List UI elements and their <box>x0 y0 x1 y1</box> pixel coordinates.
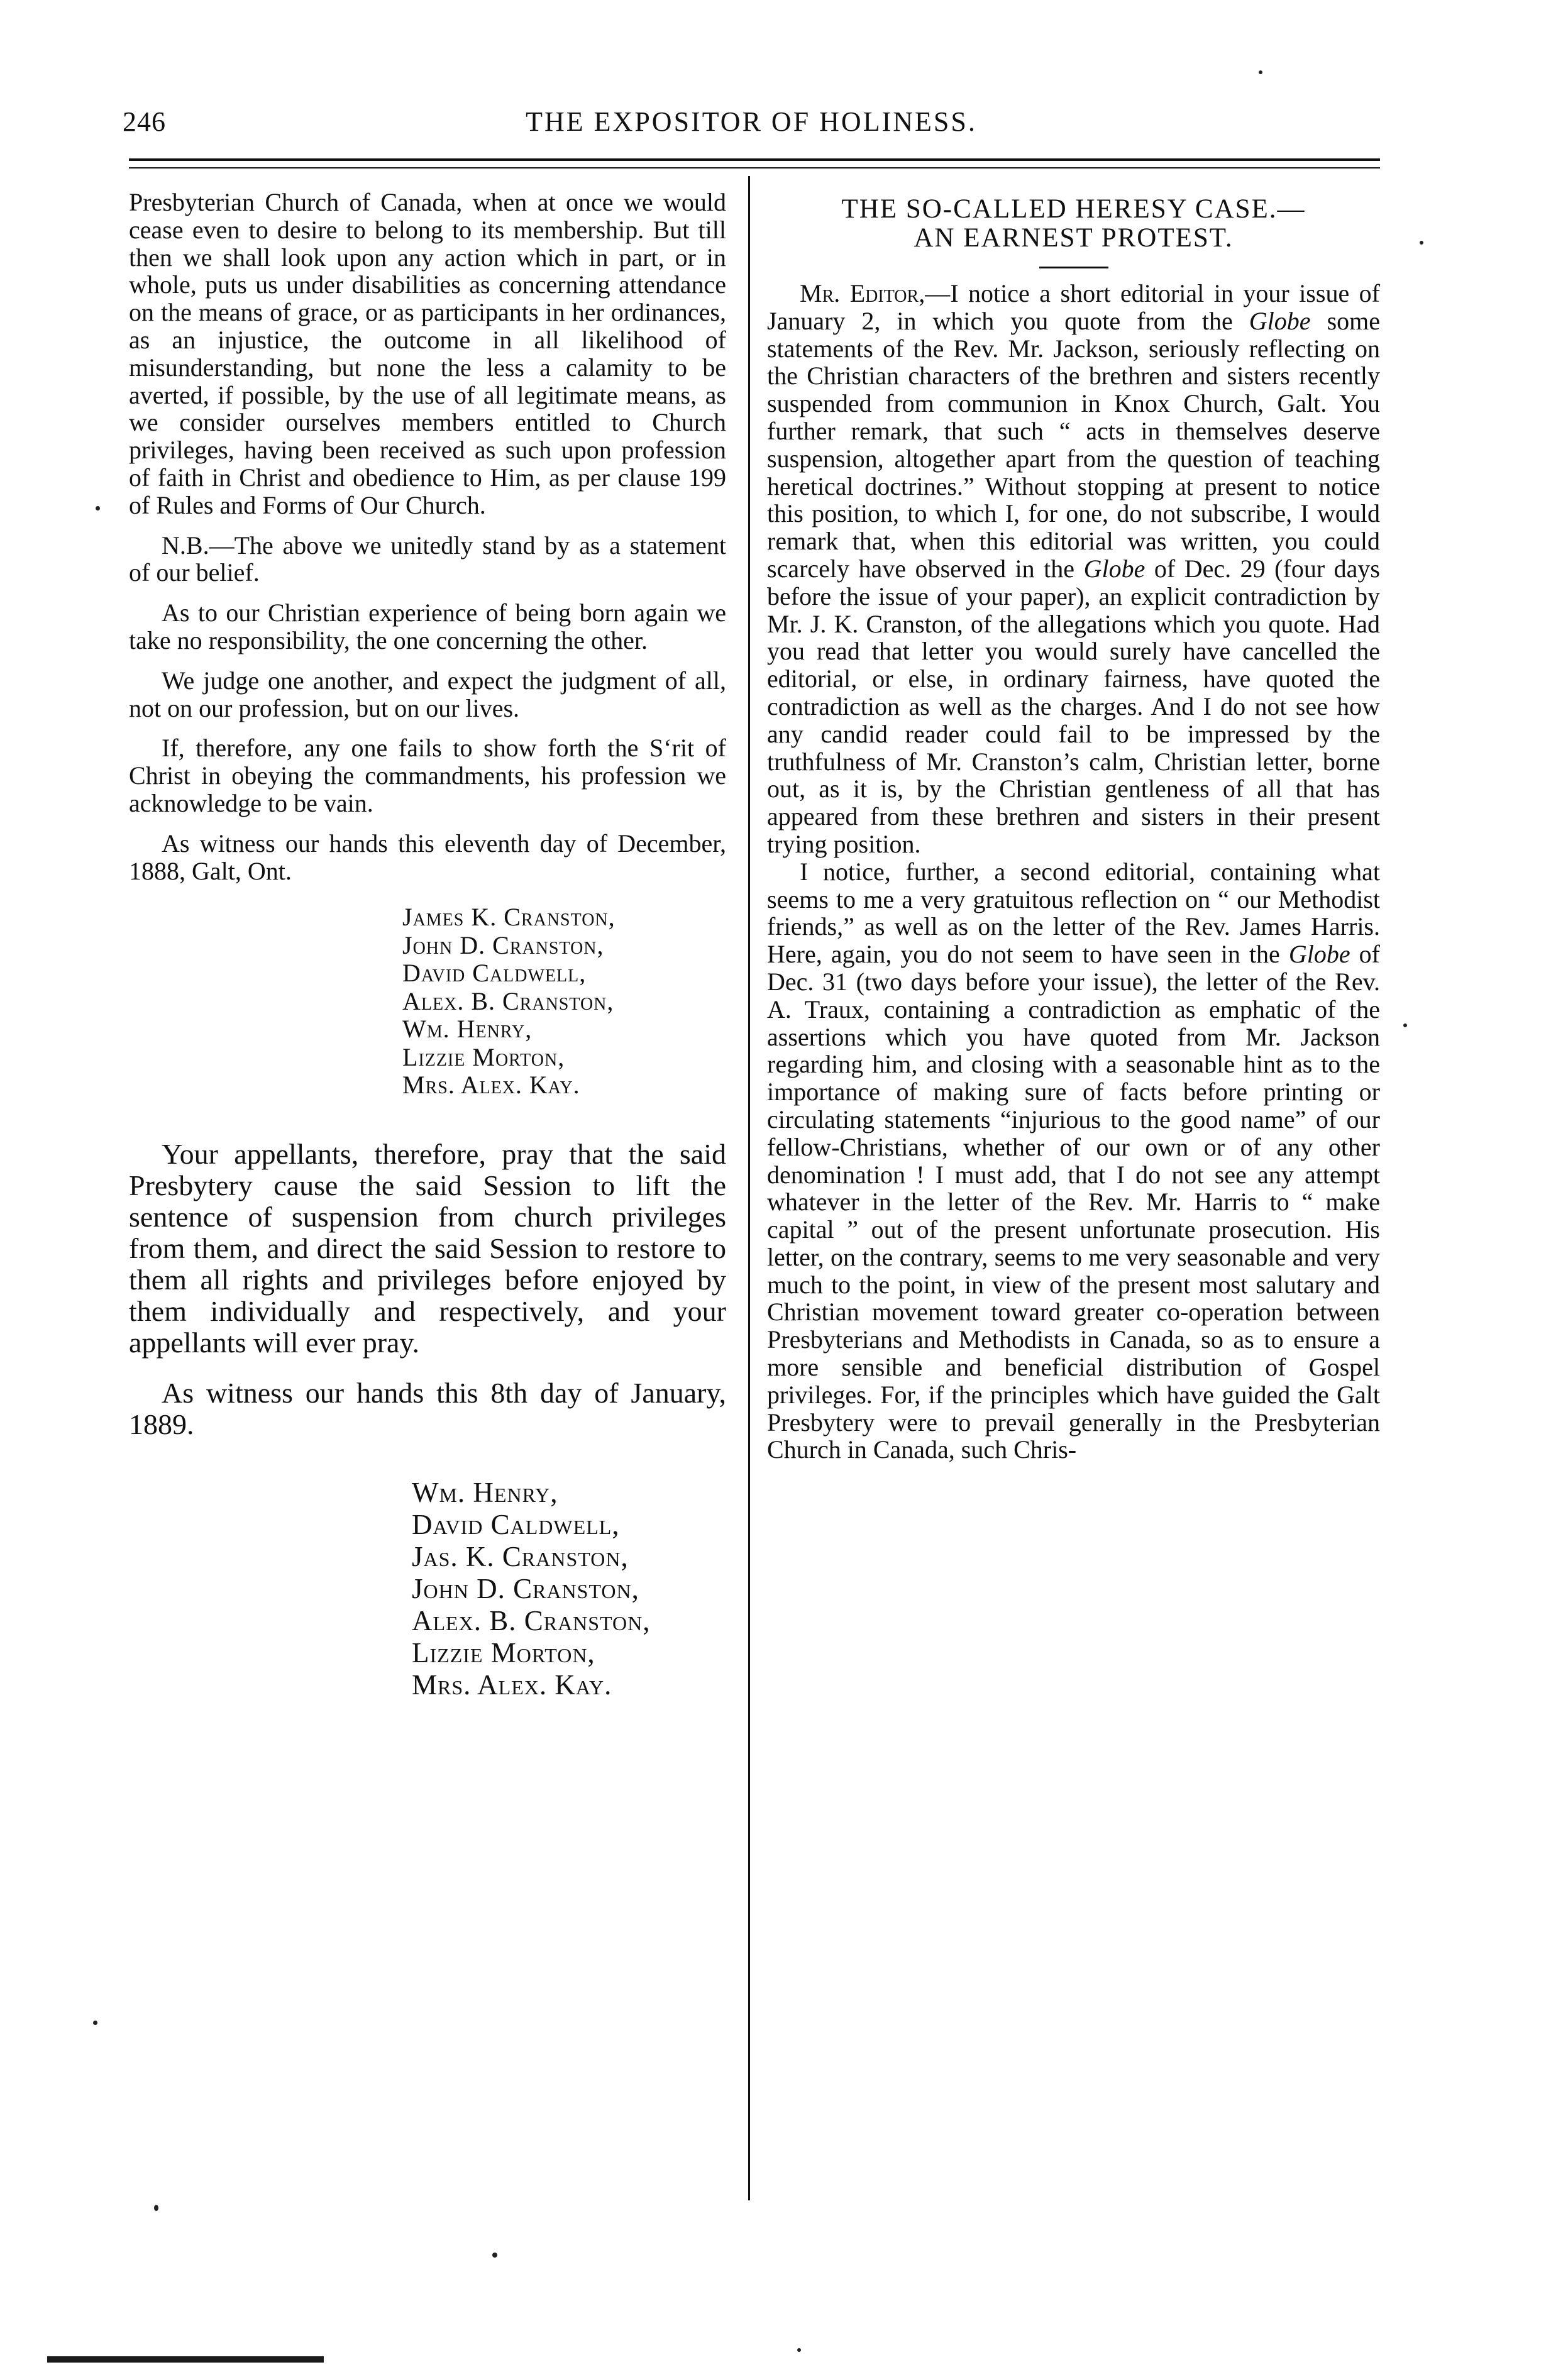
signature-line: James K. Cranston, <box>402 903 616 932</box>
signature-line: Wm. Henry, <box>412 1476 558 1508</box>
paragraph-appellants-pray: Your appellants, therefore, pray that the said Presbytery cause the said Session to lift the sentence of suspension from church privileges from them, and direct the said Session to restore to them all rights and privileges before enjoyed by them individually and respectively, and your appellants will ever pray. <box>129 1137 726 1359</box>
publication-name: Globe <box>1249 306 1311 335</box>
left-column <box>129 189 726 1701</box>
signature-block-first <box>402 903 726 1100</box>
journal-title: THE EXPOSITOR OF HOLINESS. <box>526 106 977 137</box>
paragraph-spirit-of-christ: If, therefore, any one fails to show forth the S‘rit of Christ in obeying the commandments, his profession we acknowledge to be vain. <box>129 734 726 817</box>
scan-speck <box>154 2205 158 2211</box>
signature-line: David Caldwell, <box>412 1508 620 1540</box>
paragraph-judge-one-another: We judge one another, and expect the judgment of all, not on our profession, but on our lives. <box>129 666 726 722</box>
paragraph-witness-january: As witness our hands this 8th day of January, 1889. <box>129 1376 726 1440</box>
text-run: of Dec. 29 (four days before the issue of your paper), an explicit contradiction by Mr. J. K. Cranston, of the allegations which you quote. Had you read that letter you would surely have cancelled the editorial, or else, in ordinary fairness, have quoted the contradiction as well as the charges. And I do not see how any candid reader could fail to be impressed by the truthfulness of Mr. Cranston’s calm, Christian letter, borne out, as it is, by the Christian gentleness of all that has appeared from these brethren and sisters in their present trying position. <box>767 554 1380 858</box>
page-number: 246 <box>123 106 166 137</box>
paragraph-nb-statement: N.B.—The above we unitedly stand by as a statement of our belief. <box>129 531 726 587</box>
signature-line: Lizzie Morton, <box>402 1042 565 1071</box>
article-title-line: AN EARNEST PROTEST. <box>914 223 1234 253</box>
signature-line: John D. Cranston, <box>402 930 604 959</box>
text-run: some statements of the Rev. Mr. Jackson, seriously reflecting on the Christian characters of the brethren and sisters recently suspended from communion in Knox Church, Galt. You further remark, that such “ acts in themselves deserve suspension, altogether apart from the question of teaching heretical doctrines.” Without stopping at present to notice this position, to which I, for one, do not subscribe, I would remark that, when this editorial was written, you could scarcely have observed in the <box>767 306 1381 583</box>
scan-speck <box>1403 1023 1407 1027</box>
scan-speck <box>492 2253 497 2258</box>
article-title-line: THE SO-CALLED HERESY CASE.— <box>841 194 1306 224</box>
signature-line: Alex. B. Cranston, <box>402 986 614 1015</box>
scan-speck <box>1259 70 1262 74</box>
signature-line: John D. Cranston, <box>412 1572 639 1604</box>
text-run: of Dec. 31 (two days before your issue), the letter of the Rev. A. Traux, containing a contradiction as emphatic of the assertions which you have quoted from Mr. Jackson regarding him, and closing with a seasonable hint as to the importance of making sure of facts before printing or circulating statements “injurious to the good name” of our fellow-Christians, whether of our own or of any other denomination ! I must add, that I do not see any attempt whatever in the letter of the Rev. Mr. Harris to “ make capital ” out of the present unfortunate prosecution. His letter, on the contrary, seems to me very seasonable and very much to the point, in view of the present most salutary and Christian movement toward greater co-operation between Presbyterians and Methodists in Canada, so as to ensure a more sensible and beneficial distribution of Gospel privileges. For, if the principles which have guided the Galt Presbytery were to prevail generally in the Presbyterian Church in Canada, such Chris- <box>767 940 1380 1464</box>
signature-block-second <box>412 1477 726 1701</box>
signature-line: Jas. K. Cranston, <box>412 1540 629 1572</box>
publication-name: Globe <box>1288 940 1350 969</box>
scan-speck <box>797 2348 801 2352</box>
publication-name: Globe <box>1083 554 1146 583</box>
paragraph-witness-december: As witness our hands this eleventh day of December, 1888, Galt, Ont. <box>129 829 726 885</box>
running-head <box>123 106 1380 143</box>
paragraph-church-membership: Presbyterian Church of Canada, when at once we would cease even to desire to belong to its membership. But till then we shall look upon any action which in part, or in whole, puts us under disabilities as concerning attendance on the means of grace, or as participants in her ordinances, as an injustice, the outcome in all likelihood of misunderstanding, but none the less a calamity to be averted, if possible, by the use of all legitimate means, as we consider ourselves members entitled to Church privileges, having been received as such upon profession of faith in Christ and obedience to Him, as per clause 199 of Rules and Forms of Our Church. <box>129 188 726 519</box>
paragraph-second-editorial <box>767 858 1380 1464</box>
title-separator <box>1039 267 1108 268</box>
scan-artifact-bar <box>47 2356 324 2363</box>
column-divider <box>748 176 750 2200</box>
signature-line: Mrs. Alex. Kay. <box>402 1071 580 1100</box>
paragraph-christian-experience: As to our Christian experience of being born again we take no responsibility, the one concerning the other. <box>129 599 726 654</box>
signature-line: Mrs. Alex. Kay. <box>412 1669 612 1701</box>
header-rule-top <box>129 158 1380 161</box>
paragraph-editor-letter <box>767 280 1380 858</box>
scan-speck <box>96 506 100 510</box>
signature-line: Lizzie Morton, <box>412 1636 595 1669</box>
article-title <box>767 195 1380 253</box>
text-run: —I notice a short editorial in your issue of January 2, in which you quote from the <box>767 279 1381 335</box>
right-column <box>767 189 1380 1464</box>
signature-line: Alex. B. Cranston, <box>412 1604 651 1636</box>
appeal-section <box>129 1139 726 1440</box>
header-rule-bottom <box>129 167 1380 168</box>
signature-line: Wm. Henry, <box>402 1015 533 1044</box>
signature-line: David Caldwell, <box>402 959 587 988</box>
scan-speck <box>93 2021 97 2025</box>
scan-speck <box>1420 241 1423 245</box>
text-run: I notice, further, a second editorial, containing what seems to me a very gratuitous reflection on “ our Methodist friends,” as well as on the letter of the Rev. James Harris. Here, again, you do not seem to have seen in the <box>767 857 1380 969</box>
salutation: Mr. Editor, <box>800 279 925 307</box>
